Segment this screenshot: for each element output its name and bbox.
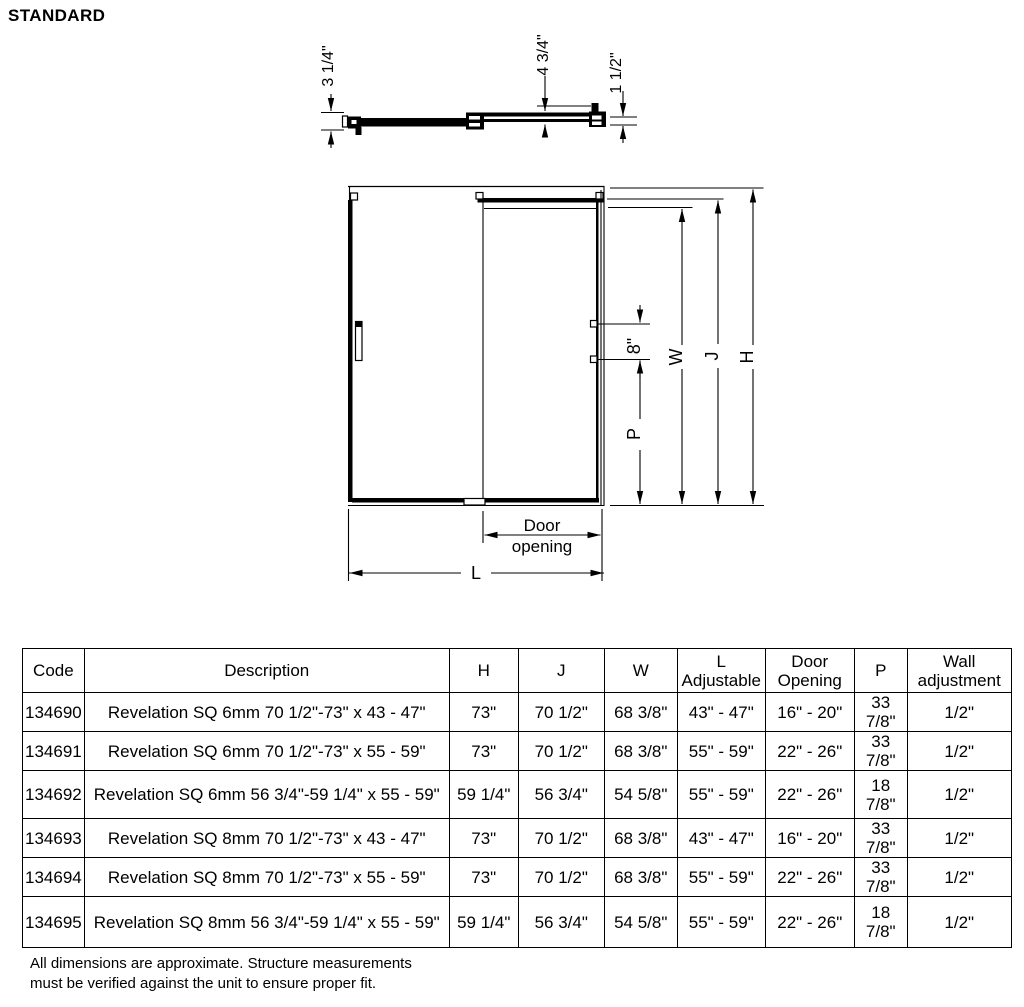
plan-fixed-panel <box>360 118 466 127</box>
front-dim-j-label: J <box>702 351 722 361</box>
column-header-code: Code <box>23 649 85 693</box>
front-dim-p-label: P <box>624 427 644 441</box>
column-header-wall-adjustment: Wall adjustment <box>907 649 1011 693</box>
footnote <box>30 954 412 993</box>
cell-door-opening: 16" - 20" <box>765 819 854 858</box>
table-row <box>23 732 1012 771</box>
front-dim-handle-label: 8" <box>624 337 644 355</box>
column-header-door-opening: Door Opening <box>765 649 854 693</box>
front-left-top-bracket <box>351 193 358 200</box>
front-dim-door-opening-line2: opening <box>511 537 573 556</box>
column-header-p: P <box>854 649 907 693</box>
footnote-line2: must be verified against the unit to ensure proper fit. <box>30 974 377 992</box>
cell-code: 134690 <box>23 693 85 732</box>
cell-w: 68 3/8" <box>604 732 677 771</box>
front-door-right-roller <box>596 193 603 200</box>
cell-w: 68 3/8" <box>604 693 677 732</box>
cell-w: 54 5/8" <box>604 771 677 819</box>
cell-wall-adjustment: 1/2" <box>907 771 1011 819</box>
cell-description: Revelation SQ 6mm 70 1/2"-73" x 43 - 47" <box>84 693 449 732</box>
front-dim-door-opening-line1: Door <box>523 516 561 535</box>
table-row <box>23 858 1012 897</box>
cell-door-opening: 22" - 26" <box>765 858 854 897</box>
cell-wall-adjustment: 1/2" <box>907 693 1011 732</box>
front-view <box>348 187 764 584</box>
cell-h: 73" <box>449 858 518 897</box>
front-handle-top-mount <box>591 321 598 328</box>
cell-wall-adjustment: 1/2" <box>907 732 1011 771</box>
column-header-w: W <box>604 649 677 693</box>
column-header-l-adjustable: L Adjustable <box>677 649 765 693</box>
cell-p: 33 7/8" <box>854 693 907 732</box>
front-handle-bottom-mount <box>591 356 598 363</box>
cell-l-adjustable: 55" - 59" <box>677 897 765 948</box>
column-header-h: H <box>449 649 518 693</box>
plan-left-wall-profile <box>343 116 348 127</box>
cell-j: 70 1/2" <box>518 693 604 732</box>
cell-wall-adjustment: 1/2" <box>907 819 1011 858</box>
cell-code: 134695 <box>23 897 85 948</box>
front-door-left-roller <box>476 193 483 200</box>
plan-sliding-door-track <box>482 113 600 117</box>
page-title: STANDARD <box>8 6 106 25</box>
cell-door-opening: 22" - 26" <box>765 732 854 771</box>
column-header-description: Description <box>84 649 449 693</box>
cell-code: 134693 <box>23 819 85 858</box>
cell-code: 134694 <box>23 858 85 897</box>
table-row <box>23 819 1012 858</box>
cell-p: 33 7/8" <box>854 732 907 771</box>
cell-description: Revelation SQ 8mm 70 1/2"-73" x 43 - 47" <box>84 819 449 858</box>
front-door-header-rail <box>478 198 604 203</box>
cell-j: 70 1/2" <box>518 732 604 771</box>
plan-dim-right-label: 1 1/2" <box>608 52 625 94</box>
front-dim-w-label: W <box>666 348 686 366</box>
cell-l-adjustable: 55" - 59" <box>677 771 765 819</box>
cell-p: 18 7/8" <box>854 897 907 948</box>
cell-p: 33 7/8" <box>854 858 907 897</box>
plan-dim-left-label: 3 1/4" <box>320 45 337 87</box>
footnote-line1: All dimensions are approximate. Structure measurements <box>30 955 412 972</box>
cell-description: Revelation SQ 8mm 56 3/4"-59 1/4" x 55 - 59" <box>84 897 449 948</box>
cell-description: Revelation SQ 6mm 56 3/4"-59 1/4" x 55 - 59" <box>84 771 449 819</box>
cell-l-adjustable: 43" - 47" <box>677 693 765 732</box>
cell-j: 56 3/4" <box>518 771 604 819</box>
cell-w: 54 5/8" <box>604 897 677 948</box>
spec-table <box>22 648 1012 948</box>
cell-code: 134691 <box>23 732 85 771</box>
front-dim-l-label: L <box>470 563 482 583</box>
cell-description: Revelation SQ 8mm 70 1/2"-73" x 55 - 59" <box>84 858 449 897</box>
cell-h: 73" <box>449 819 518 858</box>
table-header-row <box>23 649 1012 693</box>
cell-description: Revelation SQ 6mm 70 1/2"-73" x 55 - 59" <box>84 732 449 771</box>
cell-w: 68 3/8" <box>604 819 677 858</box>
table-row <box>23 693 1012 732</box>
cell-w: 68 3/8" <box>604 858 677 897</box>
table-row <box>23 771 1012 819</box>
cell-p: 33 7/8" <box>854 819 907 858</box>
plan-center-bracket <box>466 113 484 130</box>
front-left-handle <box>356 322 363 361</box>
cell-wall-adjustment: 1/2" <box>907 858 1011 897</box>
cell-l-adjustable: 55" - 59" <box>677 858 765 897</box>
plan-view <box>320 34 637 148</box>
column-header-j: J <box>518 649 604 693</box>
cell-code: 134692 <box>23 771 85 819</box>
cell-j: 70 1/2" <box>518 858 604 897</box>
cell-p: 18 7/8" <box>854 771 907 819</box>
cell-h: 73" <box>449 693 518 732</box>
front-bottom-guide <box>464 499 485 506</box>
cell-l-adjustable: 55" - 59" <box>677 732 765 771</box>
cell-j: 56 3/4" <box>518 897 604 948</box>
cell-door-opening: 16" - 20" <box>765 693 854 732</box>
table-row <box>23 897 1012 948</box>
cell-door-opening: 22" - 26" <box>765 771 854 819</box>
cell-h: 59 1/4" <box>449 771 518 819</box>
plan-dim-middle-label: 4 3/4" <box>535 34 552 76</box>
plan-sliding-door-glass <box>484 119 598 122</box>
cell-h: 59 1/4" <box>449 897 518 948</box>
cell-j: 70 1/2" <box>518 819 604 858</box>
front-left-wall-profile <box>348 200 353 502</box>
front-door-stile <box>596 199 599 500</box>
front-dim-h-label: H <box>737 350 757 364</box>
cell-wall-adjustment: 1/2" <box>907 897 1011 948</box>
cell-h: 73" <box>449 732 518 771</box>
cell-l-adjustable: 43" - 47" <box>677 819 765 858</box>
cell-door-opening: 22" - 26" <box>765 897 854 948</box>
